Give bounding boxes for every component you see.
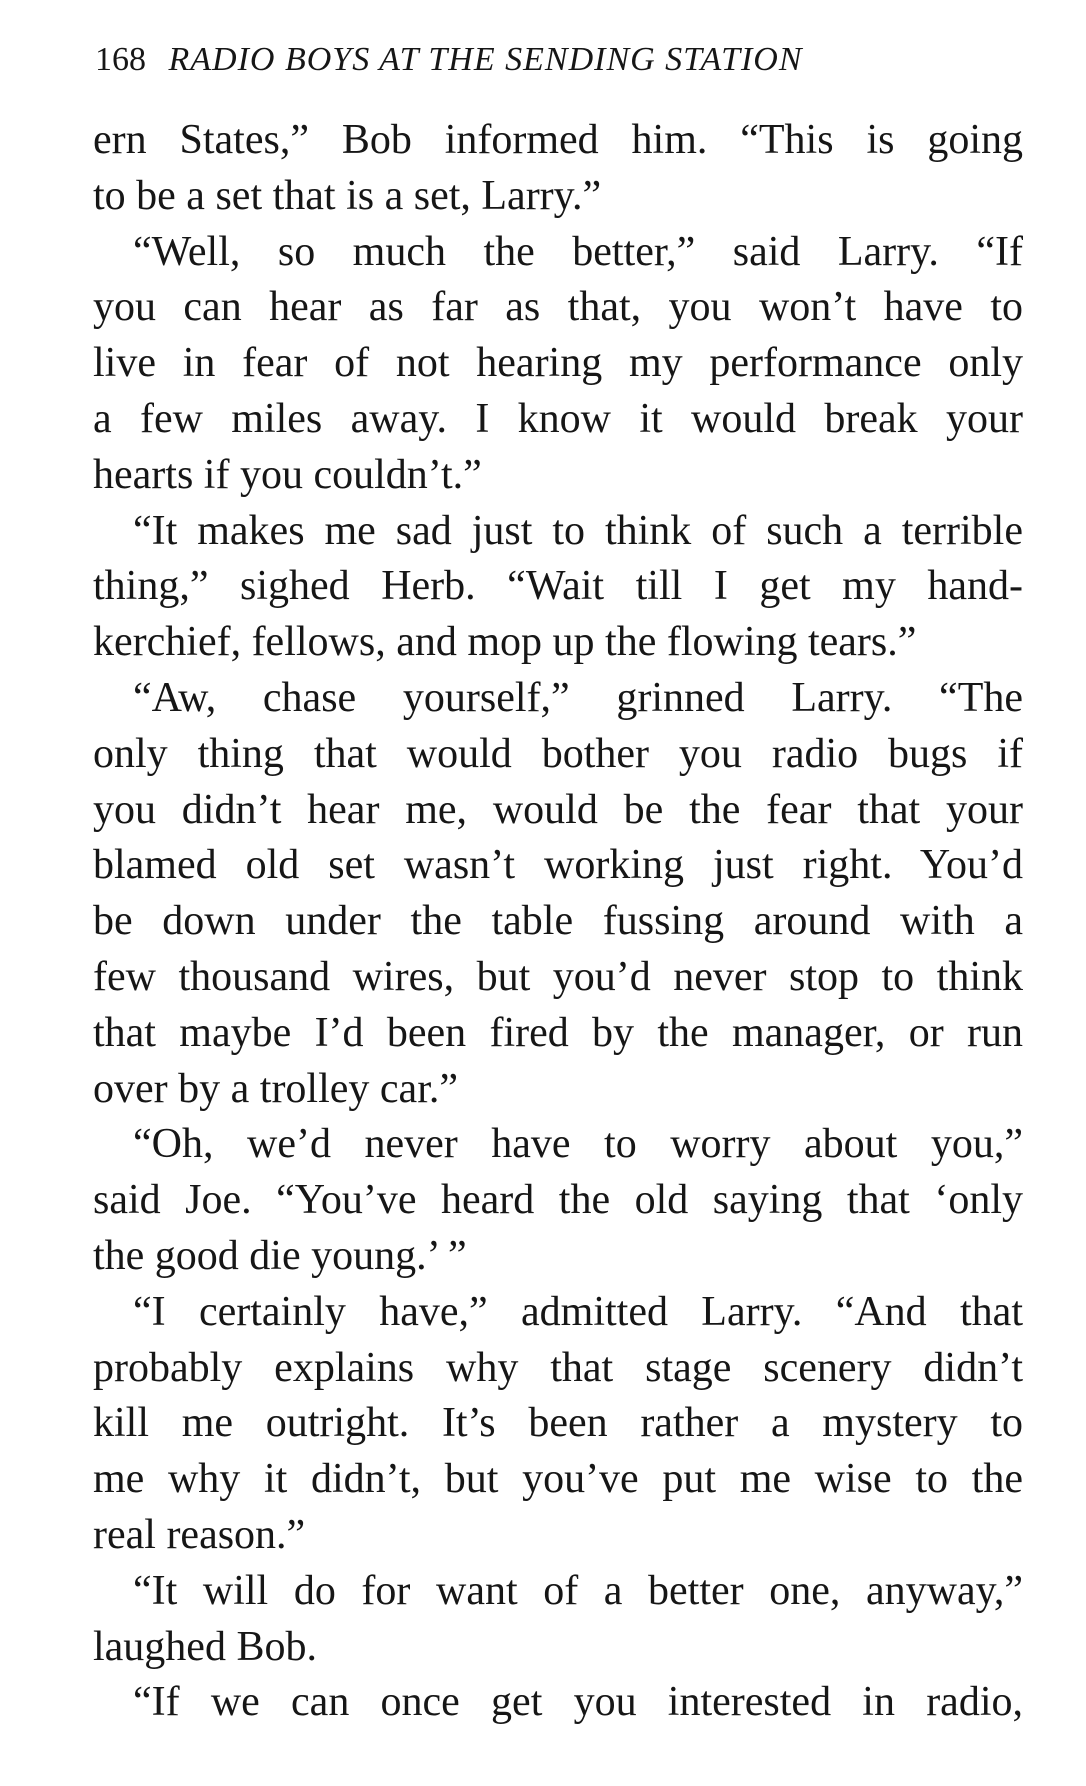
text-line: a few miles away. I know it would break your	[93, 395, 1023, 442]
text-line: only thing that would bother you radio bugs if	[93, 730, 1023, 777]
text-line: ern States,” Bob informed him. “This is going	[93, 117, 1023, 163]
body-text	[93, 113, 1023, 1731]
text-line: hearts if you couldn’t.”	[93, 451, 482, 498]
text-line: the good die young.’ ”	[93, 1232, 467, 1279]
text-line: “It makes me sad just to think of such a terrible	[133, 507, 1023, 554]
text-line: kerchief, fellows, and mop up the flowing tears.”	[93, 619, 917, 666]
page-number: 168	[95, 41, 146, 78]
text-line: “Well, so much the better,” said Larry. “If	[133, 228, 1023, 275]
text-line: thing,” sighed Herb. “Wait till I get my hand-	[93, 563, 1023, 610]
text-line: real reason.”	[93, 1511, 306, 1558]
text-line: “I certainly have,” admitted Larry. “And that	[133, 1288, 1023, 1335]
text-line: said Joe. “You’ve heard the old saying that ‘only	[93, 1177, 1023, 1224]
text-line: “Oh, we’d never have to worry about you,”	[133, 1121, 1023, 1168]
text-line: that maybe I’d been fired by the manager, or run	[93, 1009, 1023, 1056]
text-line: be down under the table fussing around with a	[93, 898, 1023, 945]
text-line: probably explains why that stage scenery didn’t	[93, 1344, 1023, 1391]
text-line: “It will do for want of a better one, anyway,”	[133, 1567, 1023, 1614]
text-line: to be a set that is a set, Larry.”	[93, 172, 602, 219]
text-line: “Aw, chase yourself,” grinned Larry. “The	[133, 674, 1023, 721]
text-line: you didn’t hear me, would be the fear that your	[93, 786, 1023, 833]
text-line: laughed Bob.	[93, 1623, 317, 1670]
running-head	[95, 40, 995, 80]
text-line: live in fear of not hearing my performance only	[93, 340, 1023, 387]
text-line: few thousand wires, but you’d never stop to think	[93, 953, 1023, 1000]
text-line: over by a trolley car.”	[93, 1065, 458, 1112]
running-title: RADIO BOYS AT THE SENDING STATION	[168, 41, 803, 78]
text-line: “If we can once get you interested in radio,	[133, 1679, 1023, 1726]
text-line: you can hear as far as that, you won’t have to	[93, 284, 1023, 331]
text-line: blamed old set wasn’t working just right. You’d	[93, 842, 1023, 889]
text-line: kill me outright. It’s been rather a mystery to	[93, 1400, 1023, 1447]
text-line: me why it didn’t, but you’ve put me wise to the	[93, 1456, 1023, 1503]
